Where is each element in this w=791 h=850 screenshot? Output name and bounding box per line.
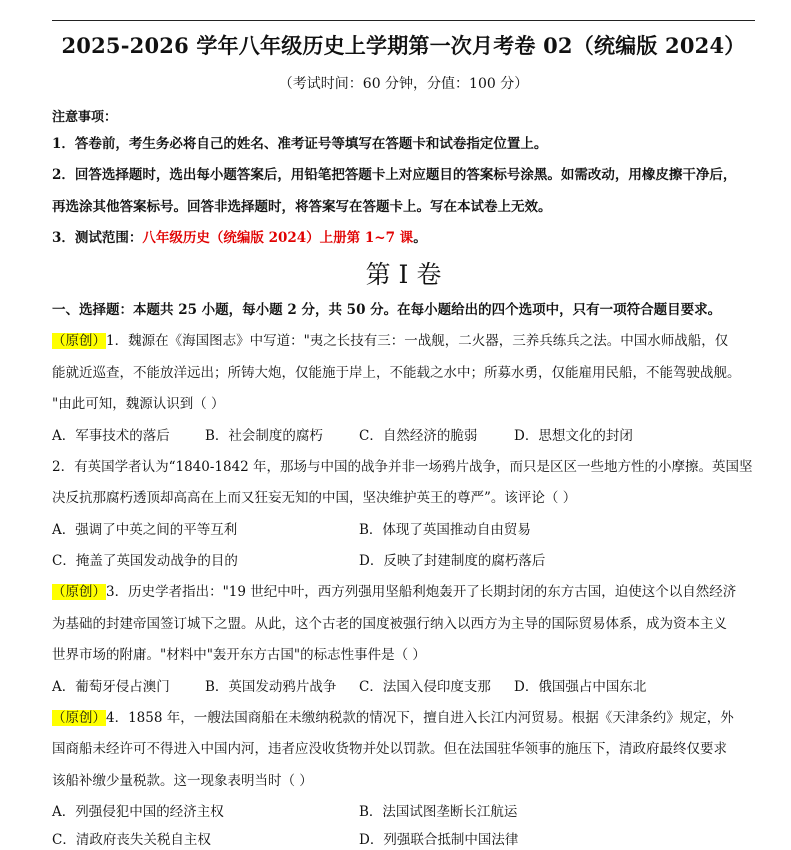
question-2-option-a[interactable]: A．强调了中英之间的平等互利 [52, 522, 238, 538]
original-tag: （原创） [52, 333, 106, 349]
original-tag: （原创） [52, 710, 106, 726]
question-3-line-1 [52, 582, 758, 602]
question-1-option-b[interactable]: B．社会制度的腐朽 [205, 428, 323, 444]
question-1-line-3: "由此可知，魏源认识到（ ） [52, 396, 225, 412]
question-3-option-d[interactable]: D．俄国强占中国东北 [514, 679, 647, 695]
question-2-option-b[interactable]: B．体现了英国推动自由贸易 [359, 522, 531, 538]
note-item-1: 1．答卷前，考生务必将自己的姓名、准考证号等填写在答题卡和试卷指定位置上。 [52, 136, 548, 152]
original-tag: （原创） [52, 584, 106, 600]
header-rule [52, 20, 755, 21]
question-4-line-1 [52, 708, 758, 728]
note-item-3-prefix: 3．测试范围： [52, 230, 143, 246]
notes-heading: 注意事项： [52, 110, 118, 125]
page-title: 2025-2026 学年八年级历史上学期第一次月考卷 02（统编版 2024） [61, 33, 746, 58]
question-4-option-a[interactable]: A．列强侵犯中国的经济主权 [52, 804, 224, 820]
question-4-option-d[interactable]: D．列强联合抵制中国法律 [359, 832, 519, 848]
note-item-2-line-1: 2．回答选择题时，选出每小题答案后，用铅笔把答题卡上对应题目的答案标号涂黑。如需改动，用橡皮擦干净后， [52, 167, 737, 183]
question-3-option-c[interactable]: C．法国入侵印度支那 [359, 679, 491, 695]
question-3-line-3: 世界市场的附庸。"材料中"轰开东方古国"的标志性事件是（ ） [52, 647, 426, 663]
question-1-option-c[interactable]: C．自然经济的脆弱 [359, 428, 478, 444]
test-range: 八年级历史（统编版 2024）上册第 1~7 课 [142, 230, 414, 246]
question-3-option-b[interactable]: B．英国发动鸦片战争 [205, 679, 337, 695]
question-2-line-1: 2．有英国学者认为“1840-1842 年，那场与中国的战争并非一场鸦片战争，而只是区区一些地方性的小摩擦。英国坚 [52, 459, 753, 475]
section-title: 第 I 卷 [365, 260, 442, 289]
question-2-option-d[interactable]: D．反映了封建制度的腐朽落后 [359, 553, 546, 569]
question-3-text: 3．历史学者指出："19 世纪中叶，西方列强用坚船利炮轰开了长期封闭的东方古国，迫使这个以自然经济 [106, 584, 737, 600]
question-1-option-a[interactable]: A．军事技术的落后 [52, 428, 170, 444]
question-4-text: 4．1858 年，一艘法国商船在未缴纳税款的情况下，擅自进入长江内河贸易。根据《天津条约》规定，外 [106, 710, 734, 726]
question-1-line-1 [52, 331, 758, 351]
question-2-line-2: 决反抗那腐朽透顶却高高在上而又狂妄无知的中国，坚决维护英王的尊严”。该评论（ ） [52, 490, 577, 506]
question-1-option-d[interactable]: D．思想文化的封闭 [514, 428, 633, 444]
exam-info: （考试时间：60 分钟，分值：100 分） [278, 76, 529, 92]
question-4-option-c[interactable]: C．清政府丧失关税自主权 [52, 832, 211, 848]
question-4-option-b[interactable]: B．法国试图垄断长江航运 [359, 804, 518, 820]
question-1-text: 1．魏源在《海国图志》中写道："夷之长技有三：一战舰，二火器，三养兵练兵之法。中国水师战船，仅 [106, 333, 729, 349]
note-item-3-suffix: 。 [413, 230, 427, 246]
question-3-option-a[interactable]: A．葡萄牙侵占澳门 [52, 679, 170, 695]
section-instructions: 一、选择题：本题共 25 小题，每小题 2 分，共 50 分。在每小题给出的四个选项中，只有一项符合题目要求。 [52, 302, 722, 318]
question-3-line-2: 为基础的封建帝国签订城下之盟。从此，这个古老的国度被强行纳入以西方为主导的国际贸易体系，成为资本主义 [52, 616, 727, 632]
question-1-line-2: 能就近巡查，不能放洋远出；所铸大炮，仅能施于岸上，不能载之水中；所募水勇，仅能雇用民船，不能驾驶战舰。 [52, 365, 741, 381]
question-2-option-c[interactable]: C．掩盖了英国发动战争的目的 [52, 553, 238, 569]
question-4-line-2: 国商船未经许可不得进入中国内河，违者应没收货物并处以罚款。但在法国驻华领事的施压下，清政府最终仅要求 [52, 741, 727, 757]
note-item-2-line-2: 再选涂其他答案标号。回答非选择题时，将答案写在答题卡上。写在本试卷上无效。 [52, 199, 552, 215]
question-4-line-3: 该船补缴少量税款。这一现象表明当时（ ） [52, 773, 313, 789]
note-item-3 [52, 228, 758, 248]
